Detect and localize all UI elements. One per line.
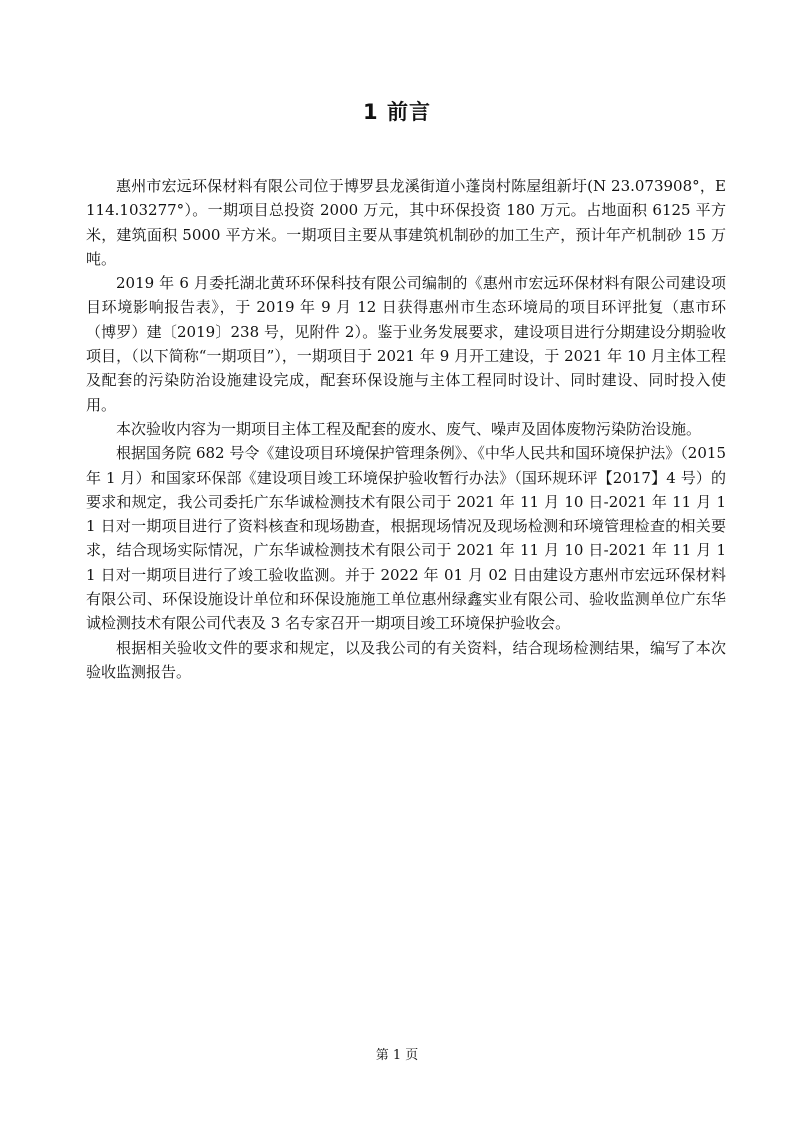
paragraph-eia-approval: 2019 年 6 月委托湖北黄环环保科技有限公司编制的《惠州市宏远环保材料有限公司建设项目环境影响报告表》，于 2019 年 9 月 12 日获得惠州市生态环境局的项目环评批复（惠市环（博罗）建〔2019〕238 号，见附件 2）。鉴于业务发展要求，建设项目进行分期建设分期验收项目，（以下简称“一期项目”），一期项目于 2021 年 9 月开工建设，于 2021 年 10 月主体工程及配套的污染防治设施建设完成，配套环保设施与主体工程同时设计、同时建设、同时投入使用。 <box>86 274 726 414</box>
section-heading: 1 前言 <box>363 100 431 124</box>
paragraph-project-overview: 惠州市宏远环保材料有限公司位于博罗县龙溪街道小蓬岗村陈屋组新圩(N 23.073908°，E 114.103277°）。一期项目总投资 2000 万元，其中环保投资 180 万元。占地面积 6125 平方米，建筑面积 5000 平方米。一期项目主要从事建筑机制砂的加工生产，预计年产机制砂 15 万吨。 <box>86 177 736 268</box>
page-number: 第 1 页 <box>375 1048 419 1063</box>
paragraph-regulations-and-monitoring: 根据国务院 682 号令《建设项目环境保护管理条例》、《中华人民共和国环境保护法》（2015 年 1 月）和国家环保部《建设项目竣工环境保护验收暂行办法》（国环规环评【2017】4 号）的要求和规定，我公司委托广东华诚检测技术有限公司于 2021 年 11 月 10 日-2021 年 11 月 11 日对一期项目进行了资料核查和现场勘查，根据现场情况及现场检测和环境管理检查的相关要求，结合现场实际情况，广东华诚检测技术有限公司于 2021 年 11 月 10 日-2021 年 11 月 11 日对一期项目进行了竣工验收监测。并于 2022 年 01 月 02 日由建设方惠州市宏远环保材料有限公司、环保设施设计单位和环保设施施工单位惠州绿鑫实业有限公司、验收监测单位广东华诚检测技术有限公司代表及 3 名专家召开一期项目竣工环境保护验收会。 <box>86 444 731 633</box>
paragraph-acceptance-scope: 本次验收内容为一期项目主体工程及配套的废水、废气、噪声及固体废物污染防治设施。 <box>116 419 702 438</box>
paragraph-report-basis: 根据相关验收文件的要求和规定，以及我公司的有关资料，结合现场检测结果，编写了本次验收监测报告。 <box>86 638 726 681</box>
document-body <box>86 174 736 684</box>
